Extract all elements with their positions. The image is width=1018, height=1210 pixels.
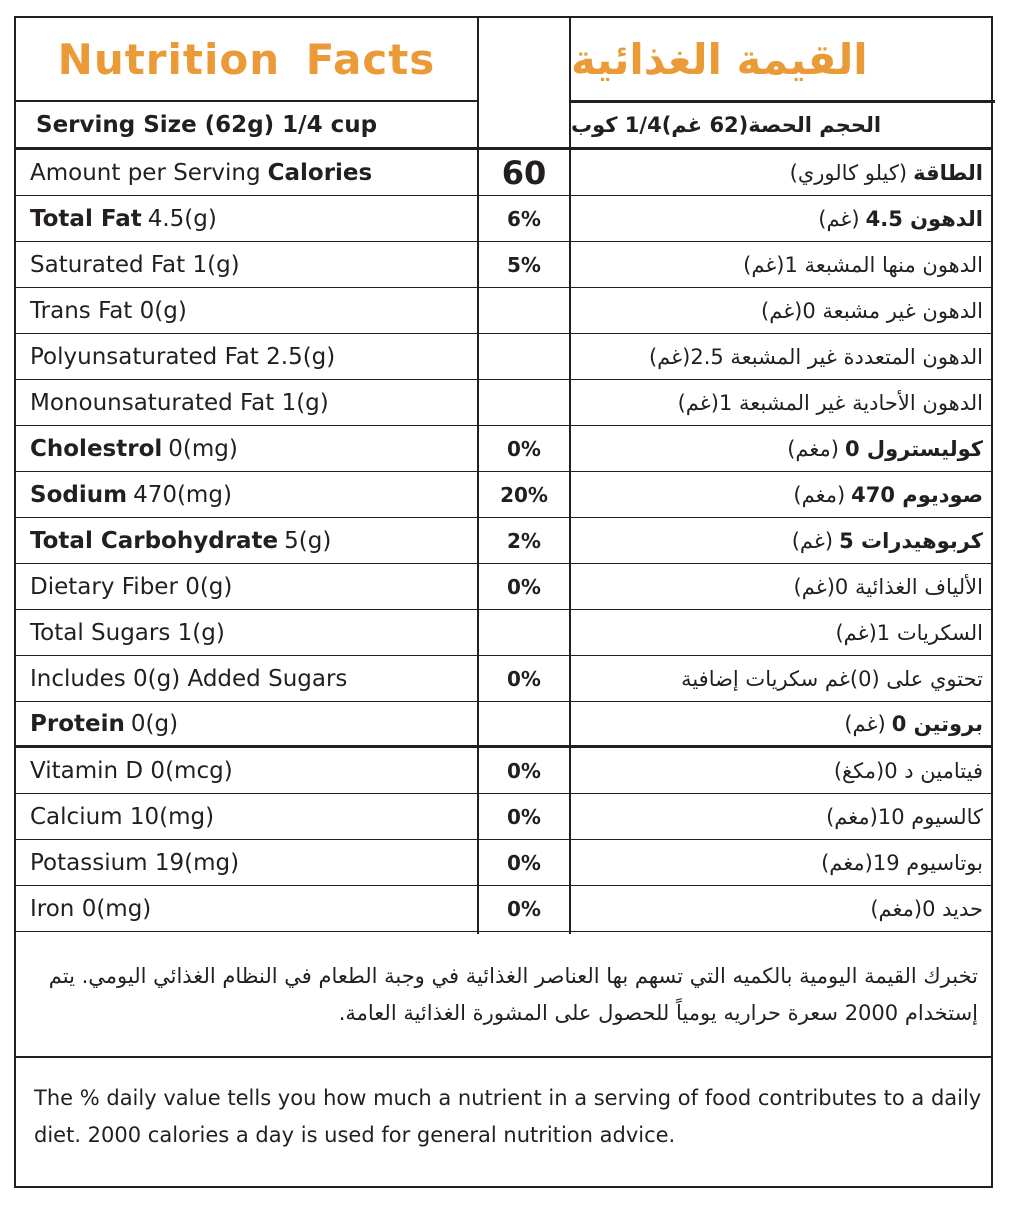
daily-value-percent: 5% xyxy=(507,252,541,277)
serving-size-english: Serving Size (62g) 1/4 cup xyxy=(36,112,378,138)
nutrient-amount: Potassium 19(mg) xyxy=(30,849,240,876)
nutrient-label-english xyxy=(30,886,151,931)
nutrient-amount-arabic: فيتامين د 0(مكغ) xyxy=(833,758,983,783)
calories-word-arabic: الطاقة xyxy=(913,160,983,185)
nutrient-row xyxy=(16,472,991,518)
title-english: Nutrition Facts xyxy=(57,34,436,84)
nutrient-label-arabic xyxy=(571,840,991,885)
daily-value-percent: 2% xyxy=(507,528,541,553)
nutrient-label-arabic xyxy=(571,748,991,793)
nutrient-amount-arabic: الدهون المتعددة غير المشبعة 2.5(غم) xyxy=(648,344,983,369)
nutrient-amount-arabic: السكريات 1(غم) xyxy=(835,620,983,645)
title-arabic: القيمة الغذائية xyxy=(571,34,868,84)
daily-value-percent: 0% xyxy=(507,574,541,599)
calories-label-arabic xyxy=(571,150,991,195)
nutrient-label-arabic xyxy=(571,426,991,471)
nutrient-label-english xyxy=(30,610,225,655)
nutrient-amount: Polyunsaturated Fat 2.5(g) xyxy=(30,343,336,370)
nutrient-row xyxy=(16,334,991,380)
nutrient-name-bold: Sodium xyxy=(30,481,128,508)
nutrient-name-bold: Protein xyxy=(30,710,125,737)
nutrient-rows xyxy=(16,196,991,932)
nutrient-row xyxy=(16,380,991,426)
nutrient-row xyxy=(16,794,991,840)
nutrient-amount: Vitamin D 0(mcg) xyxy=(30,757,233,784)
nutrient-label-arabic xyxy=(571,472,991,517)
nutrient-amount: Includes 0(g) Added Sugars xyxy=(30,665,348,692)
footnote-arabic: تخبرك القيمة اليومية بالكميه التي تسهم بها العناصر الغذائية في وجبة الطعام في النظام الغذائي اليومي. يتم إستخدام 2000 سعرة حراريه يومياً للحصول على المشورة الغذائية العامة. xyxy=(48,964,978,1025)
nutrient-amount: 0(g) xyxy=(130,710,179,737)
nutrient-row xyxy=(16,518,991,564)
nutrient-label-arabic xyxy=(571,564,991,609)
nutrition-label xyxy=(14,16,993,1188)
nutrient-name-bold: Cholestrol xyxy=(30,435,163,462)
nutrient-label-english xyxy=(30,426,238,471)
daily-value-percent xyxy=(479,610,569,655)
nutrient-label-english xyxy=(30,518,331,563)
nutrient-row xyxy=(16,242,991,288)
calories-unit-arabic: (كيلو كالوري) xyxy=(789,160,908,185)
daily-value-percent: 0% xyxy=(507,850,541,875)
nutrient-label-english xyxy=(30,288,187,333)
nutrient-row xyxy=(16,610,991,656)
nutrient-amount: Total Sugars 1(g) xyxy=(30,619,225,646)
nutrient-label-english xyxy=(30,242,240,287)
nutrient-amount-arabic: كالسيوم 10(مغم) xyxy=(826,804,983,829)
daily-value-percent: 6% xyxy=(507,206,541,231)
nutrient-amount-arabic: بوتاسيوم 19(مغم) xyxy=(821,850,983,875)
daily-value-percent xyxy=(479,288,569,333)
nutrient-amount-arabic: (غم) xyxy=(791,528,834,553)
daily-value-percent xyxy=(479,702,569,745)
nutrient-name-bold-arabic: كربوهيدرات 5 xyxy=(839,528,983,553)
nutrient-row xyxy=(16,748,991,794)
nutrient-row xyxy=(16,564,991,610)
nutrient-label-arabic xyxy=(571,794,991,839)
nutrient-amount: Calcium 10(mg) xyxy=(30,803,215,830)
nutrient-row xyxy=(16,426,991,472)
nutrient-row xyxy=(16,840,991,886)
nutrient-label-arabic xyxy=(571,610,991,655)
nutrient-name-bold: Total Fat xyxy=(30,205,142,232)
nutrient-amount-arabic: الدهون الأحادية غير المشبعة 1(غم) xyxy=(677,390,983,415)
nutrient-amount-arabic: الدهون غير مشبعة 0(غم) xyxy=(761,298,983,323)
daily-value-percent: 20% xyxy=(500,482,548,507)
header-rule-english xyxy=(16,100,477,102)
nutrient-label-english xyxy=(30,196,217,241)
footnote-divider xyxy=(16,1056,991,1058)
nutrient-label-arabic xyxy=(571,702,991,745)
nutrient-name-bold-arabic: بروتين 0 xyxy=(891,711,983,736)
nutrient-label-arabic xyxy=(571,334,991,379)
nutrient-row xyxy=(16,196,991,242)
nutrient-name-bold: Total Carbohydrate xyxy=(30,527,279,554)
calories-value: 60 xyxy=(501,153,547,192)
nutrient-label-english xyxy=(30,564,232,609)
nutrient-label-english xyxy=(30,380,329,425)
header-rule-arabic xyxy=(571,100,995,103)
footnote-english: The % daily value tells you how much a nutrient in a serving of food contributes to a daily diet. 2000 calories a day is used for general nutrition advice. xyxy=(34,1086,982,1147)
nutrient-amount: 0(mg) xyxy=(168,435,238,462)
nutrient-label-english xyxy=(30,702,178,745)
nutrient-amount-arabic: تحتوي على (0)غم سكريات إضافية xyxy=(681,666,983,691)
nutrient-amount-arabic: (غم) xyxy=(844,711,886,736)
nutrient-label-arabic xyxy=(571,288,991,333)
nutrient-amount: Monounsaturated Fat 1(g) xyxy=(30,389,329,416)
nutrient-label-english xyxy=(30,748,233,793)
calories-prefix: Amount per Serving xyxy=(30,159,261,186)
calories-word: Calories xyxy=(267,159,373,186)
nutrient-amount-arabic: (مغم) xyxy=(793,482,846,507)
daily-value-percent xyxy=(479,334,569,379)
nutrient-amount: Trans Fat 0(g) xyxy=(30,297,187,324)
nutrient-name-bold-arabic: كوليسترول 0 xyxy=(844,436,983,461)
nutrient-amount-arabic: الدهون منها المشبعة 1(غم) xyxy=(743,252,983,277)
nutrient-label-arabic xyxy=(571,242,991,287)
daily-value-percent: 0% xyxy=(507,804,541,829)
nutrient-amount: Saturated Fat 1(g) xyxy=(30,251,240,278)
nutrient-amount-arabic: (مغم) xyxy=(787,436,839,461)
nutrient-label-english xyxy=(30,840,239,885)
nutrient-label-english xyxy=(30,334,335,379)
nutrient-amount: Dietary Fiber 0(g) xyxy=(30,573,233,600)
nutrient-amount: 5(g) xyxy=(284,527,332,554)
nutrient-label-arabic xyxy=(571,380,991,425)
nutrient-label-arabic xyxy=(571,518,991,563)
calories-label-english xyxy=(30,150,378,195)
nutrient-amount: 4.5(g) xyxy=(147,205,217,232)
nutrient-name-bold-arabic: صوديوم 470 xyxy=(851,482,983,507)
nutrient-row xyxy=(16,702,991,748)
nutrient-row xyxy=(16,656,991,702)
daily-value-percent: 0% xyxy=(507,896,541,921)
daily-value-percent: 0% xyxy=(507,436,541,461)
nutrient-amount-arabic: حديد 0(مغم) xyxy=(870,896,983,921)
nutrient-amount-arabic: الألياف الغذائية 0(غم) xyxy=(793,574,983,599)
nutrient-label-english xyxy=(30,472,232,517)
nutrient-table xyxy=(16,150,991,932)
nutrient-label-arabic xyxy=(571,656,991,701)
nutrient-label-english xyxy=(30,656,347,701)
daily-value-percent: 0% xyxy=(507,666,541,691)
nutrient-amount-arabic: (غم) xyxy=(818,206,860,231)
nutrient-row xyxy=(16,288,991,334)
daily-value-percent: 0% xyxy=(507,758,541,783)
nutrient-row xyxy=(16,886,991,932)
nutrient-label-arabic xyxy=(571,886,991,931)
nutrient-amount: 470(mg) xyxy=(133,481,232,508)
nutrient-label-english xyxy=(30,794,214,839)
daily-value-percent xyxy=(479,380,569,425)
nutrient-label-arabic xyxy=(571,196,991,241)
nutrient-name-bold-arabic: الدهون 4.5 xyxy=(865,206,983,231)
serving-size-arabic: الحجم الحصة(62 غم)1/4 كوب xyxy=(571,113,882,137)
calories-row xyxy=(16,150,991,196)
nutrient-amount: Iron 0(mg) xyxy=(30,895,152,922)
